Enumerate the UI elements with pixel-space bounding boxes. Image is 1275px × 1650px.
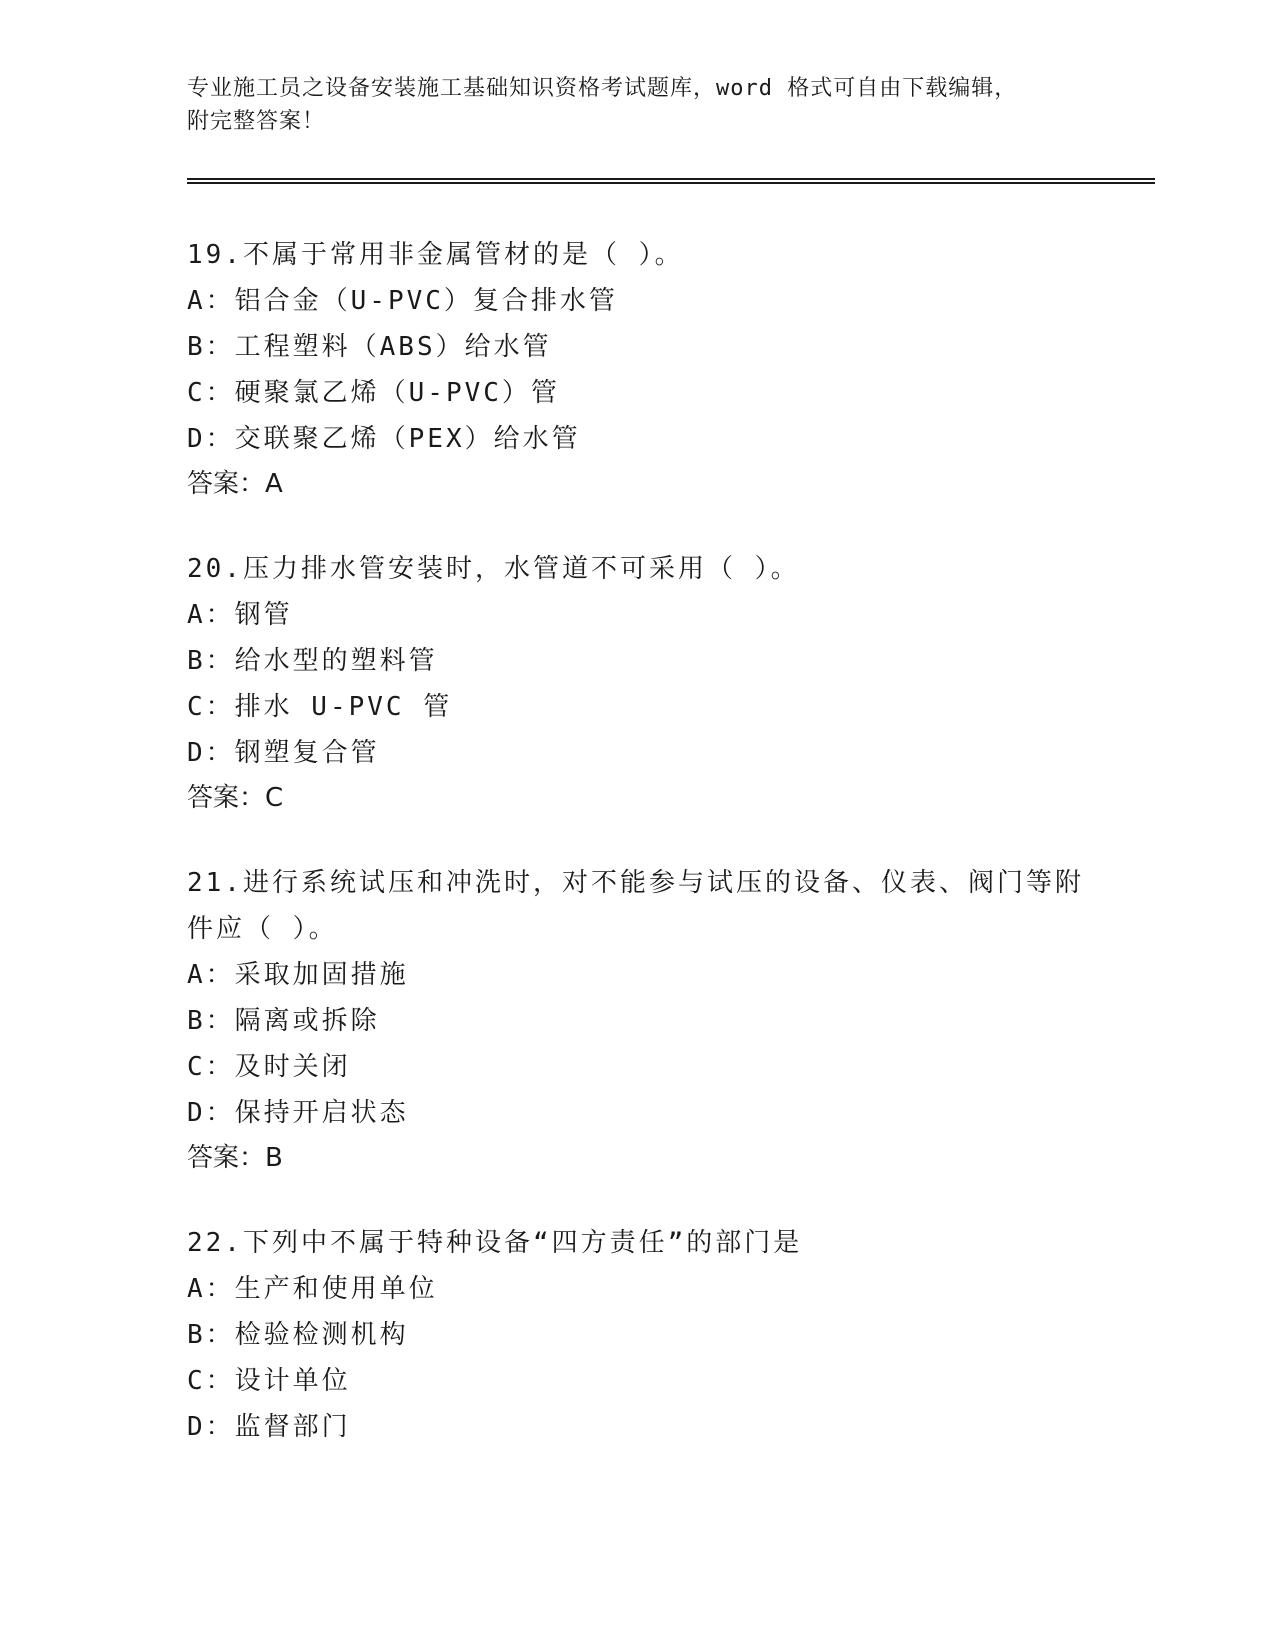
- answer-label: 答案：B: [187, 1143, 283, 1173]
- question-stem: 19.不属于常用非金属管材的是（ ）。: [187, 240, 684, 270]
- option-c: C：硬聚氯乙烯（U-PVC）管: [187, 378, 560, 408]
- option-d: D：交联聚乙烯（PEX）给水管: [187, 424, 581, 454]
- option-d: D：保持开启状态: [187, 1098, 409, 1128]
- document-header: [187, 72, 1087, 138]
- option-b: B：检验检测机构: [187, 1320, 409, 1350]
- option-c: C：设计单位: [187, 1366, 351, 1396]
- question-stem: 21.进行系统试压和冲洗时，对不能参与试压的设备、仪表、阀门等附件应（ ）。: [187, 868, 1084, 944]
- option-c: C：及时关闭: [187, 1052, 351, 1082]
- question-22: [187, 1220, 1087, 1450]
- question-list: [187, 232, 1087, 1490]
- option-a: A：生产和使用单位: [187, 1274, 438, 1304]
- option-a: A：钢管: [187, 600, 293, 630]
- question-20: [187, 546, 1087, 820]
- question-stem: 22.下列中不属于特种设备“四方责任”的部门是: [187, 1228, 803, 1258]
- option-d: D：监督部门: [187, 1412, 351, 1442]
- question-stem: 20.压力排水管安装时，水管道不可采用（ ）。: [187, 554, 800, 584]
- option-b: B：工程塑料（ABS）给水管: [187, 332, 552, 362]
- question-21: [187, 860, 1087, 1180]
- header-double-rule: [187, 178, 1155, 184]
- option-d: D：钢塑复合管: [187, 738, 380, 768]
- option-b: B：隔离或拆除: [187, 1006, 380, 1036]
- header-line-1: 专业施工员之设备安装施工基础知识资格考试题库，word 格式可自由下载编辑，: [187, 76, 1018, 101]
- answer-label: 答案：C: [187, 783, 284, 813]
- answer-label: 答案：A: [187, 469, 283, 499]
- option-b: B：给水型的塑料管: [187, 646, 438, 676]
- option-c: C：排水 U-PVC 管: [187, 692, 453, 722]
- option-a: A：采取加固措施: [187, 960, 409, 990]
- question-19: [187, 232, 1087, 506]
- option-a: A：铝合金（U-PVC）复合排水管: [187, 286, 618, 316]
- header-line-2: 附完整答案！: [187, 109, 326, 134]
